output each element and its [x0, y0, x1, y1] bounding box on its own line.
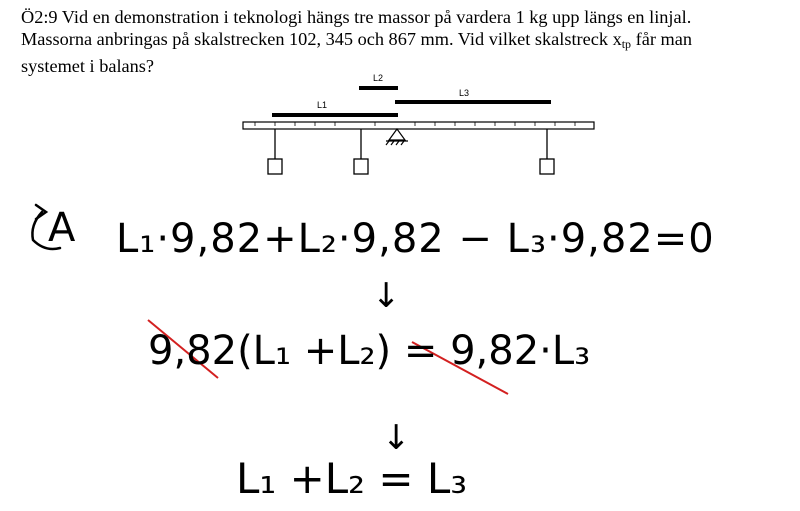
- ruler: [243, 122, 594, 129]
- equation-2-struck-left: 9,82: [148, 328, 238, 374]
- l2-label: L2: [373, 73, 384, 83]
- problem-line-2-a: Massorna anbringas på skalstrecken 102, 345 och 867 mm. Vid vilket skalstreck x: [21, 29, 622, 49]
- moment-symbol-letter: A: [48, 205, 76, 251]
- problem-line-2-b: får man: [631, 29, 692, 49]
- hanging-mass-icon: [540, 129, 554, 174]
- problem-subscript: tp: [621, 37, 632, 51]
- hanging-mass-icon: [268, 129, 282, 174]
- l1-label: L1: [317, 100, 328, 110]
- equation-2-struck-right: 9,82: [450, 328, 540, 374]
- arrow-down-1: ↓: [372, 276, 401, 316]
- equation-2-middle: (L₁ +L₂) =: [237, 328, 451, 374]
- equation-3: L₁ +L₂ = L₃: [236, 454, 468, 503]
- equation-1: L₁·9,82+L₂·9,82 − L₃·9,82=0: [116, 216, 715, 262]
- fulcrum-pivot-icon: [386, 129, 408, 145]
- l3-label: L3: [459, 88, 470, 98]
- problem-line-1: Ö2:9 Vid en demonstration i teknologi hängs tre massor på vardera 1 kg upp längs en linjal.: [21, 7, 692, 27]
- arrow-down-2: ↓: [382, 418, 411, 458]
- equation-2: [148, 328, 590, 374]
- hanging-mass-icon: [354, 129, 368, 174]
- problem-line-3: systemet i balans?: [21, 56, 155, 76]
- equation-2-tail: ·L₃: [539, 328, 591, 374]
